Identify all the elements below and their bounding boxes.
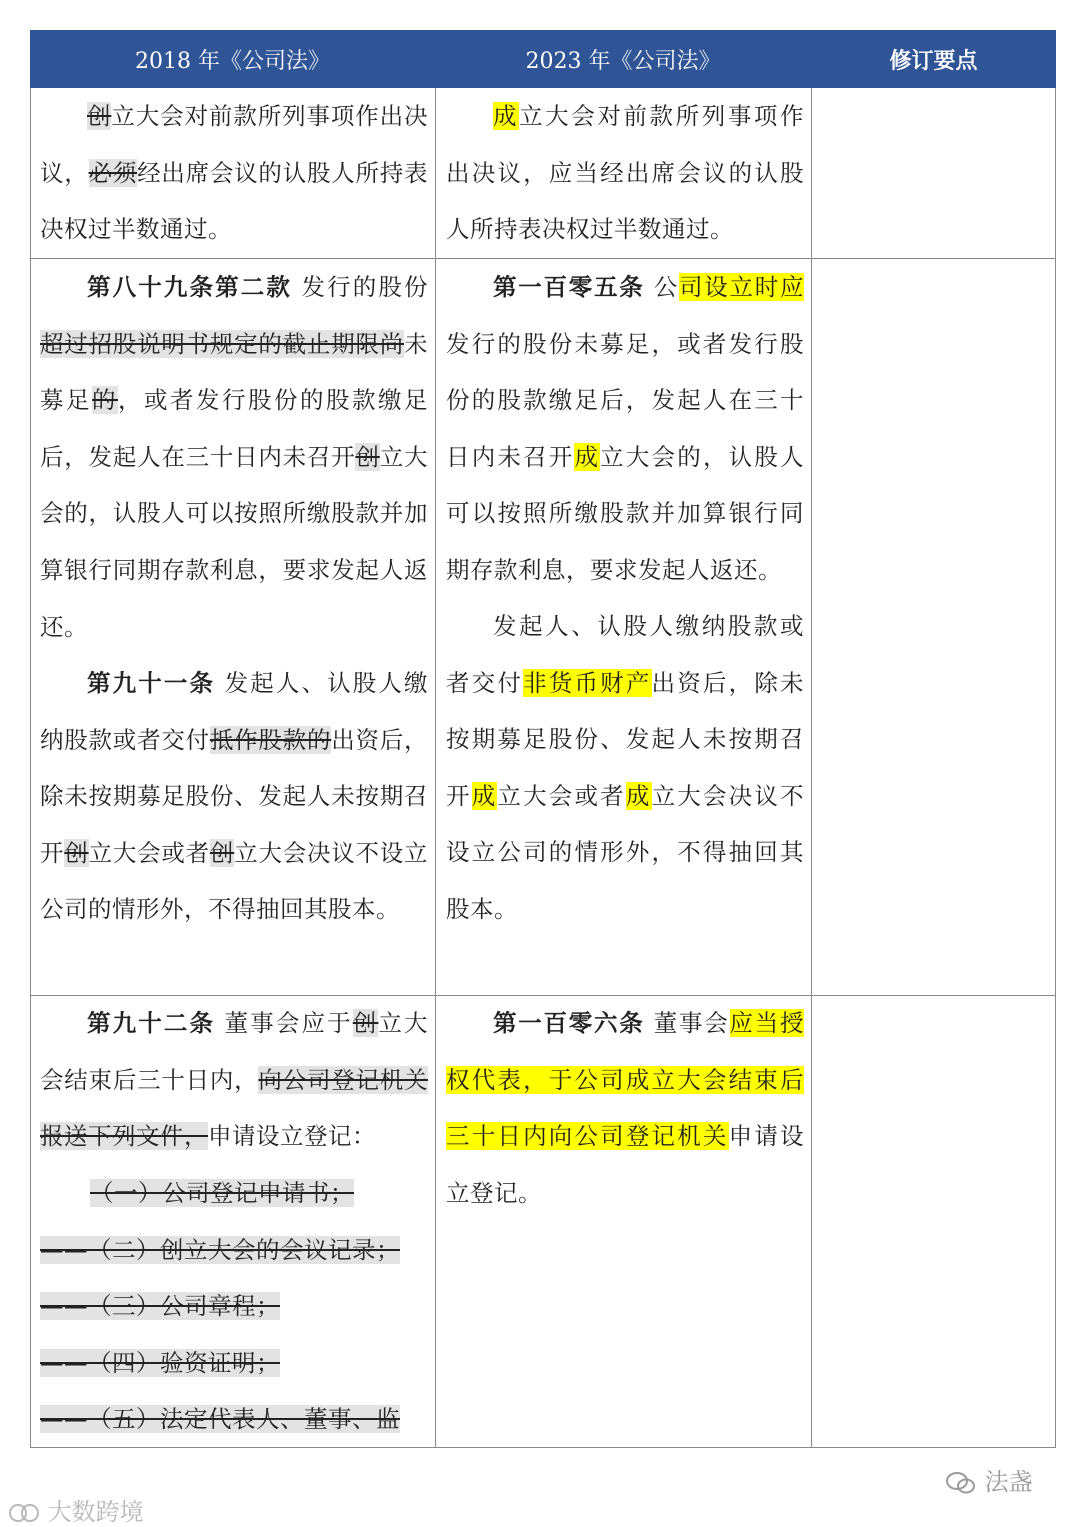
deleted-text: 向公司登记机关报送下列文件，	[40, 1065, 429, 1151]
deleted-list-item: ——（三）公司章程；	[40, 1292, 280, 1320]
row2-new-paragraph-2: 发起人、认股人缴纳股款或者交付非货币财产出资后，除未按期募足股份、发起人未按期召开成立大会或者成立大会决议不设立公司的情形外，不得抽回其股本。	[446, 612, 805, 923]
row3-new-article-106: 第一百零六条 董事会应当授权代表，于公司成立大会结束后三十日内向公司登记机关申请设立登记。	[446, 1009, 805, 1207]
highlighted-text: 应当授权代表，于公司成立大会结束后三十日内向公司登记机关	[446, 1009, 805, 1151]
deleted-text: 创	[355, 442, 380, 471]
article-number: 第九十二条	[87, 1009, 216, 1037]
deleted-list-item: ——（四）验资证明；	[40, 1349, 280, 1377]
wechat-icon	[945, 1470, 977, 1496]
deleted-text: 创	[209, 838, 235, 867]
row2-old-article-91: 第九十一条 发起人、认股人缴纳股款或者交付抵作股款的出资后，除未按期募足股份、发起人未按期召开创立大会或者创立大会决议不设立公司的情形外，不得抽回其股本。	[40, 669, 429, 924]
article-number: 第九十一条	[87, 669, 216, 697]
article-number: 第八十九条第二款	[87, 273, 292, 301]
highlighted-text: 成	[625, 781, 652, 810]
column-divider	[811, 88, 812, 1448]
header-revision-points: 修订要点	[811, 30, 1056, 88]
header-2018-law: 2018 年《公司法》	[30, 30, 436, 88]
highlighted-text: 成	[493, 102, 520, 130]
highlighted-text: 成	[471, 781, 498, 810]
row3-old-article-92: 第九十二条 董事会应于创立大会结束后三十日内，向公司登记机关报送下列文件，申请设立登记：	[40, 1009, 429, 1151]
row1-old-text: 创立大会对前款所列事项作出决议，必须经出席会议的认股人所持表决权过半数通过。	[40, 102, 429, 244]
logo-icon	[8, 1500, 40, 1526]
row2-new-article-105: 第一百零五条 公司设立时应发行的股份未募足，或者发行股份的股款缴足后，发起人在三十日内未召开成立大会的，认股人可以按照所缴股款并加算银行同期存款利息，要求发起人返还。	[446, 273, 805, 584]
row1-new-text: 成立大会对前款所列事项作出决议，应当经出席会议的认股人所持表决权过半数通过。	[446, 102, 805, 244]
article-number: 第一百零五条	[493, 273, 645, 301]
deleted-text: 超过招股说明书规定的截止期限尚	[40, 329, 404, 358]
article-number: 第一百零六条	[493, 1009, 645, 1037]
watermark-right: 法盏	[945, 1462, 1033, 1497]
deleted-list-item: ——（二）创立大会的会议记录；	[40, 1236, 400, 1264]
header-2023-law: 2023 年《公司法》	[435, 30, 812, 88]
deleted-text: 创	[87, 102, 112, 130]
deleted-text: 创	[64, 838, 89, 867]
column-divider	[435, 88, 436, 1448]
deleted-text: 的	[92, 386, 118, 415]
watermark-left: 大数跨境	[8, 1492, 144, 1527]
row2-old-article-89: 第八十九条第二款 发行的股份超过招股说明书规定的截止期限尚未募足的，或者发行股份的股款缴足后，发起人在三十日内未召开创立大会的，认股人可以按照所缴股款并加算银行同期存款利息，要求发起人返还。	[40, 273, 429, 641]
deleted-text: 必须	[88, 158, 138, 187]
deleted-list-item: （一）公司登记申请书；	[90, 1179, 354, 1207]
highlighted-text: 司设立时应	[679, 273, 805, 301]
deleted-list-item: ——（五）法定代表人、董事、监	[40, 1405, 400, 1433]
highlighted-text: 成	[574, 442, 601, 471]
highlighted-text: 非货币财产	[523, 668, 652, 697]
deleted-text: 创	[352, 1009, 379, 1037]
deleted-text: 抵作股款的	[209, 725, 332, 754]
